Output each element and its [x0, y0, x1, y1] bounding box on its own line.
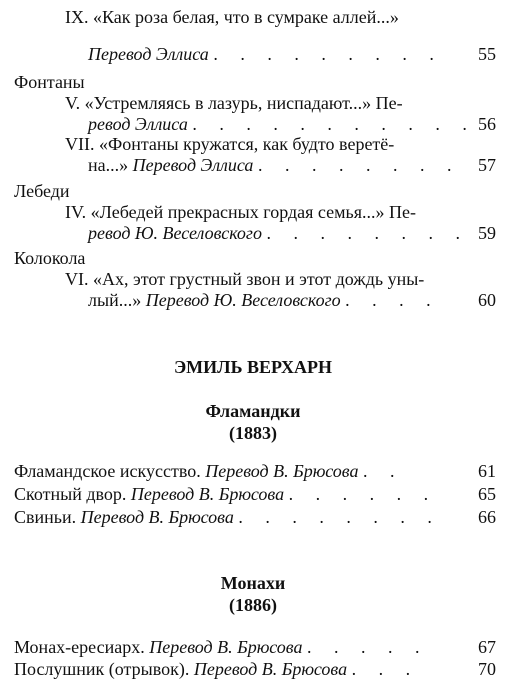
toc-page-number: 59 [478, 223, 496, 243]
toc-entry-translator: ревод Ю. Веселовского . . . . . . . . [88, 223, 469, 243]
toc-page-number: 66 [478, 507, 496, 527]
toc-entry-line1: V. «Устремляясь в лазурь, ниспадают...» Пе- [65, 93, 403, 113]
toc-page-number: 60 [478, 290, 496, 310]
toc-entry-line1: VII. «Фонтаны кружатся, как будто веретё- [65, 134, 395, 154]
toc-page-number: 55 [478, 44, 496, 64]
toc-page-number: 61 [478, 461, 496, 481]
toc-page-number: 65 [478, 484, 496, 504]
toc-item: Фламандское искусство. Перевод В. Брюсова . . [14, 461, 404, 481]
toc-page-number: 70 [478, 659, 496, 679]
toc-entry-translator: ревод Эллиса . . . . . . . . . . . [88, 114, 476, 134]
toc-entry-line2: на...» Перевод Эллиса . . . . . . . . [88, 155, 461, 175]
toc-entry-line1: IV. «Лебедей прекрасных гордая семья...» Пе- [65, 202, 416, 222]
toc-section-heading: Колокола [14, 248, 86, 268]
collection-year: (1886) [229, 595, 277, 615]
author-heading: ЭМИЛЬ ВЕРХАРН [173, 357, 333, 377]
toc-entry-line1: IX. «Как роза белая, что в сумраке аллей...» [65, 7, 399, 27]
toc-item: Послушник (отрывок). Перевод В. Брюсова . . . [14, 659, 420, 679]
toc-item: Скотный двор. Перевод В. Брюсова . . . . . . [14, 484, 438, 504]
collection-title: Монахи [220, 573, 286, 593]
collection-year: (1883) [229, 423, 277, 443]
toc-item: Монах-ересиарх. Перевод В. Брюсова . . . . . [14, 637, 429, 657]
toc-section-heading: Лебеди [14, 181, 70, 201]
toc-page-number: 57 [478, 155, 496, 175]
toc-entry-translator: Перевод Эллиса . . . . . . . . . [88, 44, 443, 64]
toc-item: Свиньи. Перевод В. Брюсова . . . . . . . . [14, 507, 441, 527]
toc-page-number: 56 [478, 114, 496, 134]
toc-section-heading: Фонтаны [14, 72, 85, 92]
collection-title: Фламандки [205, 401, 301, 421]
toc-page-number: 67 [478, 637, 496, 657]
toc-entry-line1: VI. «Ах, этот грустный звон и этот дождь уны- [65, 269, 425, 289]
toc-entry-line2: лый...» Перевод Ю. Веселовского . . . . [88, 290, 440, 310]
